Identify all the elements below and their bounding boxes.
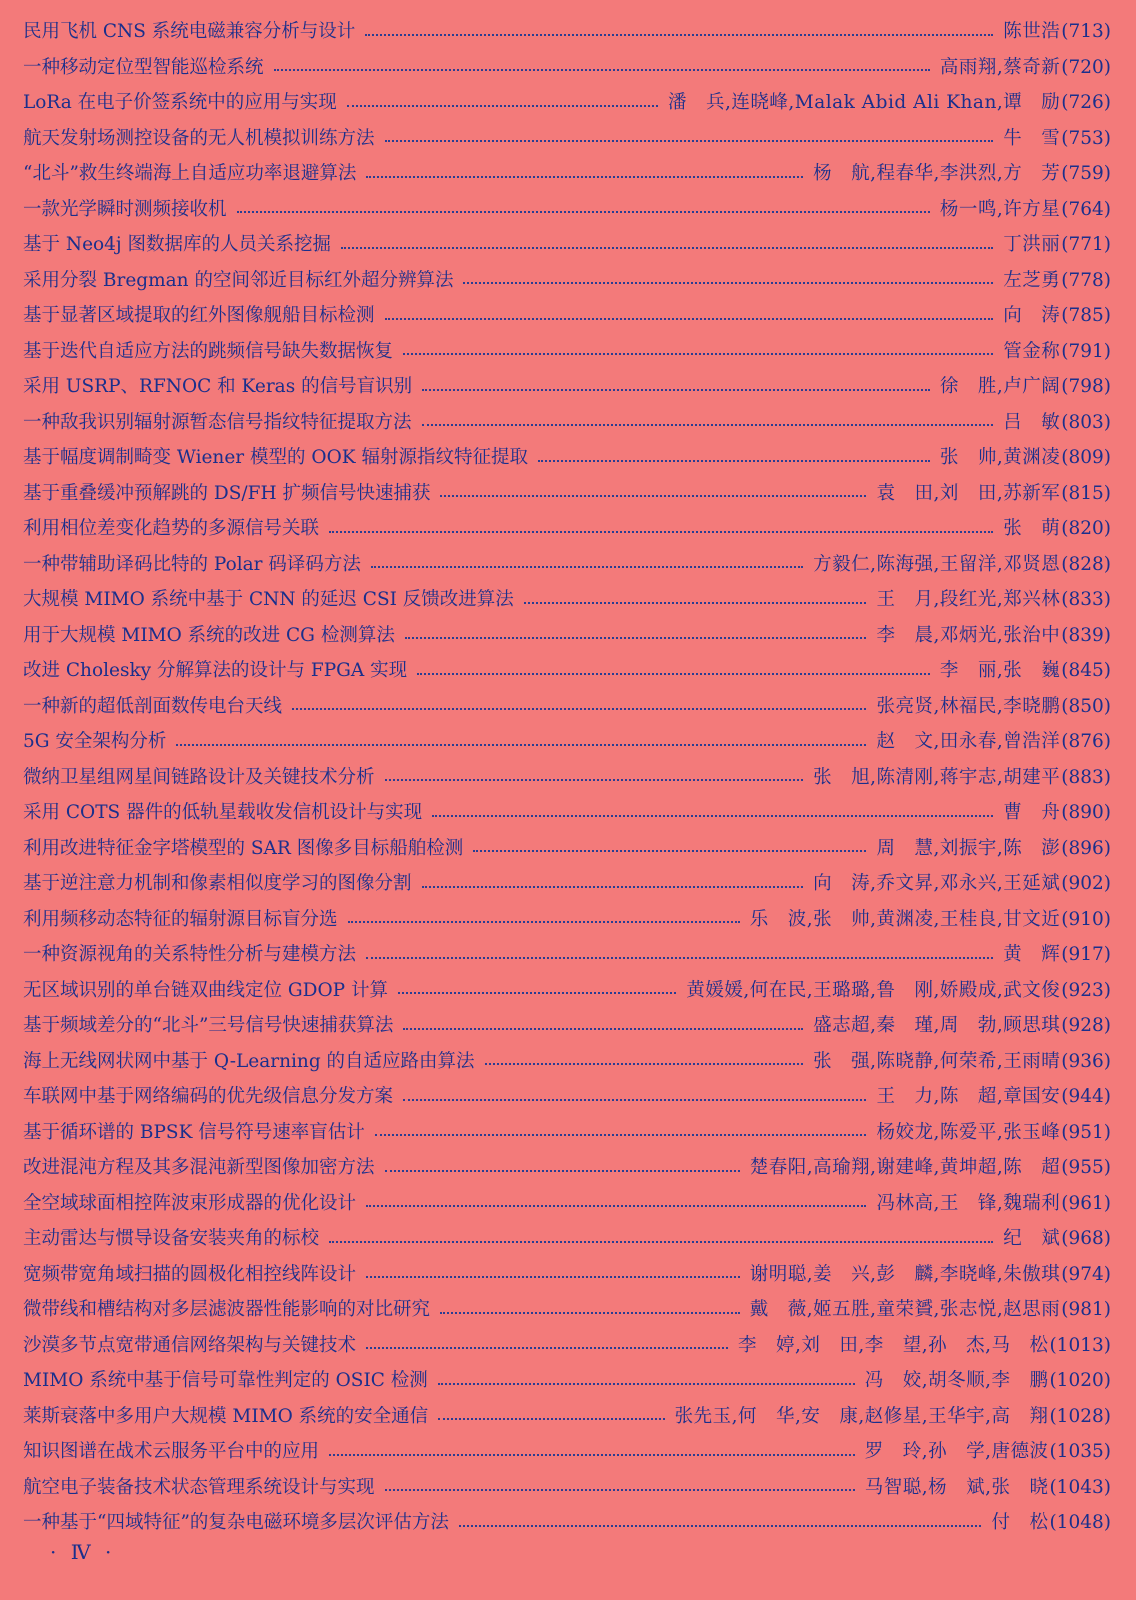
toc-entry-page: (968) — [1061, 1228, 1111, 1249]
dot-leader — [385, 1170, 740, 1172]
toc-entry-page: (771) — [1061, 234, 1111, 255]
toc-entry[interactable] — [23, 476, 1111, 512]
toc-entry-authors: 张 旭,陈清刚,蒋宇志,胡建平 — [813, 766, 1061, 788]
toc-entry-tail — [746, 1150, 1111, 1186]
toc-entry-title: 一种敌我识别辐射源暂态信号指纹特征提取方法 — [23, 411, 412, 433]
dot-leader — [237, 211, 930, 213]
dot-leader — [403, 1099, 866, 1101]
toc-entry[interactable] — [23, 760, 1111, 796]
toc-entry-authors: 高雨翔,蔡奇新 — [939, 56, 1061, 78]
toc-entry-title: 无区域识别的单台链双曲线定位 GDOP 计算 — [23, 979, 388, 1001]
dot-leader — [176, 744, 866, 746]
toc-entry-title: 大规模 MIMO 系统中基于 CNN 的延迟 CSI 反馈改进算法 — [23, 589, 514, 610]
toc-entry-authors: 曹 舟 — [1003, 802, 1061, 823]
dot-leader — [524, 602, 867, 604]
toc-entry-authors: 罗 玲,孙 学,唐德波 — [864, 1441, 1049, 1462]
toc-entry-tail — [746, 1292, 1111, 1328]
toc-entry-page: (974) — [1061, 1263, 1111, 1285]
toc-entry-title: 微带线和槽结构对多层滤波器性能影响的对比研究 — [23, 1299, 431, 1320]
toc-entry-page: (951) — [1061, 1121, 1111, 1143]
toc-entry-page: (1043) — [1049, 1476, 1111, 1498]
toc-entry[interactable] — [23, 1186, 1111, 1222]
toc-entry[interactable] — [23, 121, 1111, 157]
toc-entry-title: 采用 USRP、RFNOC 和 Keras 的信号盲识别 — [23, 376, 413, 397]
toc-entry[interactable] — [23, 866, 1111, 902]
toc-entry-authors: 赵 文,田永春,曾浩洋 — [876, 731, 1061, 752]
toc-entry-page: (883) — [1061, 766, 1111, 788]
toc-entry-title: 沙漠多节点宽带通信网络架构与关键技术 — [23, 1334, 357, 1356]
toc-entry-authors: 黄 辉 — [1003, 944, 1061, 965]
toc-entry-page: (981) — [1061, 1299, 1111, 1320]
toc-entry-page: (1048) — [1049, 1512, 1111, 1533]
dot-leader — [385, 1489, 855, 1491]
toc-entry-tail — [671, 1399, 1111, 1435]
toc-entry-page: (1013) — [1049, 1334, 1111, 1356]
toc-entry-tail — [872, 689, 1111, 725]
toc-entry[interactable] — [23, 156, 1111, 192]
toc-entry[interactable] — [23, 1328, 1111, 1364]
toc-entry-authors: 张 帅,黄渊凌 — [939, 447, 1061, 468]
toc-entry-page: (890) — [1061, 802, 1111, 823]
dot-leader — [329, 1241, 993, 1243]
toc-entry-title: 知识图谱在战术云服务平台中的应用 — [23, 1441, 320, 1462]
toc-entry-page: (902) — [1061, 873, 1111, 894]
toc-entry-title: 主动雷达与惯导设备安装夹角的标校 — [23, 1228, 320, 1249]
dot-leader — [422, 389, 930, 391]
toc-entry-page: (753) — [1061, 127, 1111, 149]
toc-entry-authors: 杨一鸣,许方星 — [939, 198, 1061, 220]
dot-leader — [329, 531, 993, 533]
toc-entry-tail — [999, 511, 1111, 547]
toc-entry-tail — [664, 85, 1111, 121]
toc-entry-page: (1020) — [1049, 1370, 1111, 1391]
toc-entry-authors: 向 涛 — [1003, 305, 1061, 326]
toc-entry-tail — [936, 653, 1111, 689]
toc-entry[interactable] — [23, 369, 1111, 405]
toc-entry[interactable] — [23, 298, 1111, 334]
toc-entry[interactable] — [23, 1257, 1111, 1293]
toc-entry-authors: 马智聪,杨 斌,张 晓 — [864, 1476, 1049, 1498]
toc-entry-title: 改进混沌方程及其多混沌新型图像加密方法 — [23, 1157, 375, 1178]
toc-entry-tail — [872, 476, 1111, 512]
dot-leader — [329, 1454, 855, 1456]
toc-entry-page: (910) — [1061, 908, 1111, 930]
toc-entry-tail — [809, 760, 1111, 796]
toc-entry-tail — [746, 902, 1111, 938]
toc-entry-title: 航天发射场测控设备的无人机模拟训练方法 — [23, 127, 375, 149]
dot-leader — [366, 957, 993, 959]
dot-leader — [459, 1525, 982, 1527]
dot-leader — [432, 815, 993, 817]
toc-entry-page: (876) — [1061, 731, 1111, 752]
toc-entry-authors: 杨 航,程春华,李洪烈,方 芳 — [813, 163, 1061, 184]
toc-entry[interactable] — [23, 689, 1111, 725]
dot-leader — [371, 566, 803, 568]
toc-entry[interactable] — [23, 724, 1111, 760]
toc-entry-page: (764) — [1061, 198, 1111, 220]
toc-entry-page: (759) — [1061, 163, 1111, 184]
toc-entry-page: (1035) — [1049, 1441, 1111, 1462]
toc-entry-authors: 徐 胜,卢广阔 — [939, 376, 1061, 397]
toc-entry-authors: 陈世浩 — [1003, 21, 1061, 42]
toc-entry-page: (833) — [1061, 589, 1111, 610]
dot-leader — [385, 318, 994, 320]
toc-entry-authors: 张亮贤,林福民,李晓鹏 — [876, 695, 1061, 717]
toc-entry[interactable] — [23, 1363, 1111, 1399]
dot-leader — [274, 69, 930, 71]
toc-entry-title: 用于大规模 MIMO 系统的改进 CG 检测算法 — [23, 624, 395, 646]
toc-entry-tail — [999, 121, 1111, 157]
toc-entry[interactable] — [23, 547, 1111, 583]
toc-entry-tail — [999, 405, 1111, 441]
toc-entry-page: (713) — [1061, 21, 1111, 42]
dot-leader — [347, 105, 658, 107]
toc-entry-page: (928) — [1061, 1015, 1111, 1036]
toc-entry-title: 一种移动定位型智能巡检系统 — [23, 56, 264, 78]
toc-entry-title: 基于重叠缓冲预解跳的 DS/FH 扩频信号快速捕获 — [23, 482, 431, 504]
toc-entry[interactable] — [23, 1470, 1111, 1506]
toc-entry-tail — [936, 369, 1111, 405]
toc-entry-tail — [734, 1328, 1111, 1364]
toc-entry-title: 基于逆注意力机制和像素相似度学习的图像分割 — [23, 873, 412, 894]
toc-entry-authors: 王 力,陈 超,章国安 — [876, 1086, 1061, 1107]
toc-entry-tail — [999, 1221, 1111, 1257]
toc-entry-authors: 盛志超,秦 瑾,周 勃,顾思琪 — [813, 1015, 1061, 1036]
dot-leader — [385, 140, 994, 142]
toc-entry-authors: 付 松 — [991, 1512, 1049, 1533]
dot-leader — [385, 779, 804, 781]
toc-entry-page: (936) — [1061, 1050, 1111, 1072]
toc-entry-tail — [809, 547, 1111, 583]
dot-leader — [366, 1347, 728, 1349]
toc-entry-page: (896) — [1061, 837, 1111, 859]
toc-entry-page: (955) — [1061, 1157, 1111, 1178]
toc-entry-page: (785) — [1061, 305, 1111, 326]
toc-entry-authors: 向 涛,乔文昇,邓永兴,王延斌 — [813, 873, 1061, 894]
toc-entry-authors: 冯林高,王 锋,魏瑞利 — [876, 1192, 1061, 1214]
toc-entry[interactable] — [23, 1221, 1111, 1257]
dot-leader — [341, 247, 993, 249]
toc-entry-tail — [936, 50, 1111, 86]
toc-entry-title: 基于 Neo4j 图数据库的人员关系挖掘 — [23, 234, 332, 255]
toc-entry-title: 改进 Cholesky 分解算法的设计与 FPGA 实现 — [23, 660, 408, 681]
toc-entry[interactable] — [23, 1044, 1111, 1080]
toc-entry-tail — [809, 1008, 1111, 1044]
toc-entry-page: (726) — [1061, 92, 1111, 113]
toc-entry-authors: 牛 雪 — [1003, 127, 1061, 149]
dot-leader — [485, 1063, 804, 1065]
toc-entry-title: 基于循环谱的 BPSK 信号符号速率盲估计 — [23, 1121, 365, 1143]
toc-entry-tail — [746, 1257, 1111, 1293]
dot-leader — [440, 1312, 740, 1314]
dot-leader — [366, 176, 803, 178]
toc-entry-authors: 黄媛媛,何在民,王璐璐,鲁 刚,娇殿成,武文俊 — [686, 979, 1061, 1001]
toc-entry-tail — [999, 937, 1111, 973]
toc-entry-title: 海上无线网状网中基于 Q-Learning 的自适应路由算法 — [23, 1050, 475, 1072]
dot-leader — [348, 921, 740, 923]
page-number: · Ⅳ · — [50, 1540, 116, 1564]
toc-entry-title: 采用分裂 Bregman 的空间邻近目标红外超分辨算法 — [23, 269, 454, 291]
toc-entry[interactable] — [23, 653, 1111, 689]
toc-entry-title: 利用改进特征金字塔模型的 SAR 图像多目标船舶检测 — [23, 837, 464, 859]
toc-entry[interactable] — [23, 618, 1111, 654]
toc-entry[interactable] — [23, 1505, 1111, 1541]
toc-entry-authors: 李 丽,张 巍 — [939, 660, 1061, 681]
toc-entry[interactable] — [23, 1399, 1111, 1435]
toc-entry-page: (850) — [1061, 695, 1111, 717]
toc-entry-authors: 管金称 — [1003, 340, 1061, 362]
toc-entry-tail — [872, 1079, 1111, 1115]
toc-entry-page: (944) — [1061, 1086, 1111, 1107]
dot-leader — [366, 1276, 740, 1278]
dot-leader — [403, 1028, 803, 1030]
toc-entry-title: 一种基于“四域特征”的复杂电磁环境多层次评估方法 — [23, 1512, 449, 1533]
toc-entry-title: 基于频域差分的“北斗”三号信号快速捕获算法 — [23, 1015, 394, 1036]
toc-entry-tail — [999, 263, 1111, 299]
dot-leader — [473, 850, 866, 852]
toc-entry-page: (778) — [1061, 269, 1111, 291]
toc-entry-page: (828) — [1061, 553, 1111, 575]
toc-entry-tail — [936, 192, 1111, 228]
toc-entry[interactable] — [23, 1115, 1111, 1151]
toc-entry-title: 莱斯衰落中多用户大规模 MIMO 系统的安全通信 — [23, 1405, 429, 1427]
toc-entry-title: 民用飞机 CNS 系统电磁兼容分析与设计 — [23, 21, 356, 42]
toc-entry-tail — [872, 582, 1111, 618]
dot-leader — [365, 34, 993, 36]
toc-entry-authors: 吕 敏 — [1003, 411, 1061, 433]
toc-entry-page: (791) — [1061, 340, 1111, 362]
toc-entry-page: (845) — [1061, 660, 1111, 681]
toc-entry-tail — [872, 1115, 1111, 1151]
toc-entry-tail — [682, 973, 1111, 1009]
toc-entry-tail — [872, 831, 1111, 867]
toc-entry-page: (961) — [1061, 1192, 1111, 1214]
toc-entry-title: 微纳卫星组网星间链路设计及关键技术分析 — [23, 766, 375, 788]
toc-entry[interactable] — [23, 14, 1111, 50]
toc-entry-page: (809) — [1061, 447, 1111, 468]
toc-entry-authors: 张 萌 — [1003, 518, 1061, 539]
toc-entry-title: 一种新的超低剖面数传电台天线 — [23, 695, 283, 717]
toc-entry-page: (917) — [1061, 944, 1111, 965]
toc-entry[interactable] — [23, 795, 1111, 831]
toc-entry-title: 采用 COTS 器件的低轨星载收发信机设计与实现 — [23, 802, 423, 823]
dot-leader — [438, 1383, 855, 1385]
toc-entry-authors: 乐 波,张 帅,黄渊凌,王桂良,甘文近 — [749, 908, 1061, 930]
toc-entry-tail — [809, 156, 1111, 192]
toc-entry-page: (803) — [1061, 411, 1111, 433]
dot-leader — [538, 460, 930, 462]
toc-entry[interactable] — [23, 902, 1111, 938]
dot-leader — [440, 495, 866, 497]
toc-entry-authors: 袁 田,刘 田,苏新军 — [876, 482, 1061, 504]
dot-leader — [422, 886, 804, 888]
toc-entry[interactable] — [23, 85, 1111, 121]
dot-leader — [463, 282, 993, 284]
toc-entry[interactable] — [23, 937, 1111, 973]
toc-entry-tail — [861, 1434, 1111, 1470]
toc-entry[interactable] — [23, 405, 1111, 441]
toc-entry[interactable] — [23, 50, 1111, 86]
toc-entry-page: (1028) — [1049, 1405, 1111, 1427]
table-of-contents — [23, 14, 1111, 1541]
toc-entry-title: 基于迭代自适应方法的跳频信号缺失数据恢复 — [23, 340, 394, 362]
toc-entry-tail — [872, 724, 1111, 760]
toc-entry-title: 航空电子装备技术状态管理系统设计与实现 — [23, 1476, 375, 1498]
toc-entry[interactable] — [23, 334, 1111, 370]
toc-entry[interactable] — [23, 440, 1111, 476]
toc-entry[interactable] — [23, 192, 1111, 228]
toc-entry[interactable] — [23, 831, 1111, 867]
toc-entry-title: 一款光学瞬时测频接收机 — [23, 198, 227, 220]
toc-entry[interactable] — [23, 511, 1111, 547]
toc-entry[interactable] — [23, 582, 1111, 618]
toc-entry-authors: 丁洪丽 — [1003, 234, 1061, 255]
toc-entry-title: 宽频带宽角域扫描的圆极化相控线阵设计 — [23, 1263, 357, 1285]
toc-entry-authors: 李 晨,邓炳光,张治中 — [876, 624, 1061, 646]
dot-leader — [398, 992, 676, 994]
toc-entry-page: (839) — [1061, 624, 1111, 646]
toc-entry-authors: 左芝勇 — [1003, 269, 1061, 291]
toc-entry-title: 全空域球面相控阵波束形成器的优化设计 — [23, 1192, 357, 1214]
toc-entry-page: (798) — [1061, 376, 1111, 397]
toc-entry-authors: 潘 兵,连晓峰,Malak Abid Ali Khan,谭 励 — [668, 92, 1061, 113]
toc-entry[interactable] — [23, 1079, 1111, 1115]
toc-entry-authors: 楚春阳,高瑜翔,谢建峰,黄坤超,陈 超 — [749, 1157, 1061, 1178]
toc-entry-tail — [861, 1470, 1111, 1506]
toc-entry[interactable] — [23, 263, 1111, 299]
toc-entry-tail — [872, 1186, 1111, 1222]
toc-entry-tail — [872, 618, 1111, 654]
toc-entry-title: 一种资源视角的关系特性分析与建模方法 — [23, 944, 357, 965]
toc-entry-tail — [809, 1044, 1111, 1080]
toc-entry-authors: 戴 薇,姬五胜,童荣贇,张志悦,赵思雨 — [749, 1299, 1061, 1320]
toc-entry-tail — [861, 1363, 1111, 1399]
dot-leader — [375, 1134, 867, 1136]
dot-leader — [417, 673, 930, 675]
toc-entry-authors: 李 婷,刘 田,李 望,孙 杰,马 松 — [737, 1334, 1049, 1356]
toc-entry-title: LoRa 在电子价签系统中的应用与实现 — [23, 92, 337, 113]
dot-leader — [366, 1205, 866, 1207]
toc-entry[interactable] — [23, 973, 1111, 1009]
dot-leader — [403, 353, 993, 355]
toc-entry-title: 利用频移动态特征的辐射源目标盲分选 — [23, 908, 338, 930]
toc-entry-title: 一种带辅助译码比特的 Polar 码译码方法 — [23, 553, 361, 575]
dot-leader — [438, 1418, 664, 1420]
toc-entry-page: (923) — [1061, 979, 1111, 1001]
toc-entry-authors: 纪 斌 — [1003, 1228, 1061, 1249]
toc-entry-title: MIMO 系统中基于信号可靠性判定的 OSIC 检测 — [23, 1370, 428, 1391]
dot-leader — [422, 424, 994, 426]
toc-entry-authors: 方毅仁,陈海强,王留洋,邓贤恩 — [813, 553, 1061, 575]
toc-entry[interactable] — [23, 1434, 1111, 1470]
toc-entry-tail — [999, 334, 1111, 370]
toc-entry[interactable] — [23, 1292, 1111, 1328]
toc-entry-tail — [999, 795, 1111, 831]
toc-entry-authors: 谢明聪,姜 兴,彭 麟,李晓峰,朱傲琪 — [749, 1263, 1061, 1285]
toc-entry-authors: 王 月,段红光,郑兴林 — [876, 589, 1061, 610]
dot-leader — [292, 708, 866, 710]
toc-entry-tail — [999, 227, 1111, 263]
dot-leader — [405, 637, 867, 639]
toc-entry-authors: 周 慧,刘振宇,陈 澎 — [876, 837, 1061, 859]
toc-entry-title: 5G 安全架构分析 — [23, 731, 167, 752]
toc-entry-title: 基于显著区域提取的红外图像舰船目标检测 — [23, 305, 375, 326]
toc-entry-title: 车联网中基于网络编码的优先级信息分发方案 — [23, 1086, 394, 1107]
toc-entry-authors: 张先玉,何 华,安 康,赵修星,王华宇,高 翔 — [674, 1405, 1049, 1427]
toc-entry-tail — [999, 14, 1111, 50]
toc-entry-title: 基于幅度调制畸变 Wiener 模型的 OOK 辐射源指纹特征提取 — [23, 447, 528, 468]
toc-entry-tail — [987, 1505, 1111, 1541]
toc-entry-authors: 冯 姣,胡冬顺,李 鹏 — [864, 1370, 1049, 1391]
toc-entry-title: “北斗”救生终端海上自适应功率退避算法 — [23, 163, 357, 184]
toc-entry-authors: 杨姣龙,陈爱平,张玉峰 — [876, 1121, 1061, 1143]
toc-entry-page: (720) — [1061, 56, 1111, 78]
toc-entry-page: (815) — [1061, 482, 1111, 504]
toc-entry-tail — [809, 866, 1111, 902]
toc-entry-title: 利用相位差变化趋势的多源信号关联 — [23, 518, 320, 539]
toc-entry[interactable] — [23, 1008, 1111, 1044]
toc-entry-page: (820) — [1061, 518, 1111, 539]
toc-entry-authors: 张 强,陈晓静,何荣希,王雨晴 — [813, 1050, 1061, 1072]
toc-entry-tail — [936, 440, 1111, 476]
toc-entry-tail — [999, 298, 1111, 334]
toc-entry[interactable] — [23, 1150, 1111, 1186]
toc-entry[interactable] — [23, 227, 1111, 263]
